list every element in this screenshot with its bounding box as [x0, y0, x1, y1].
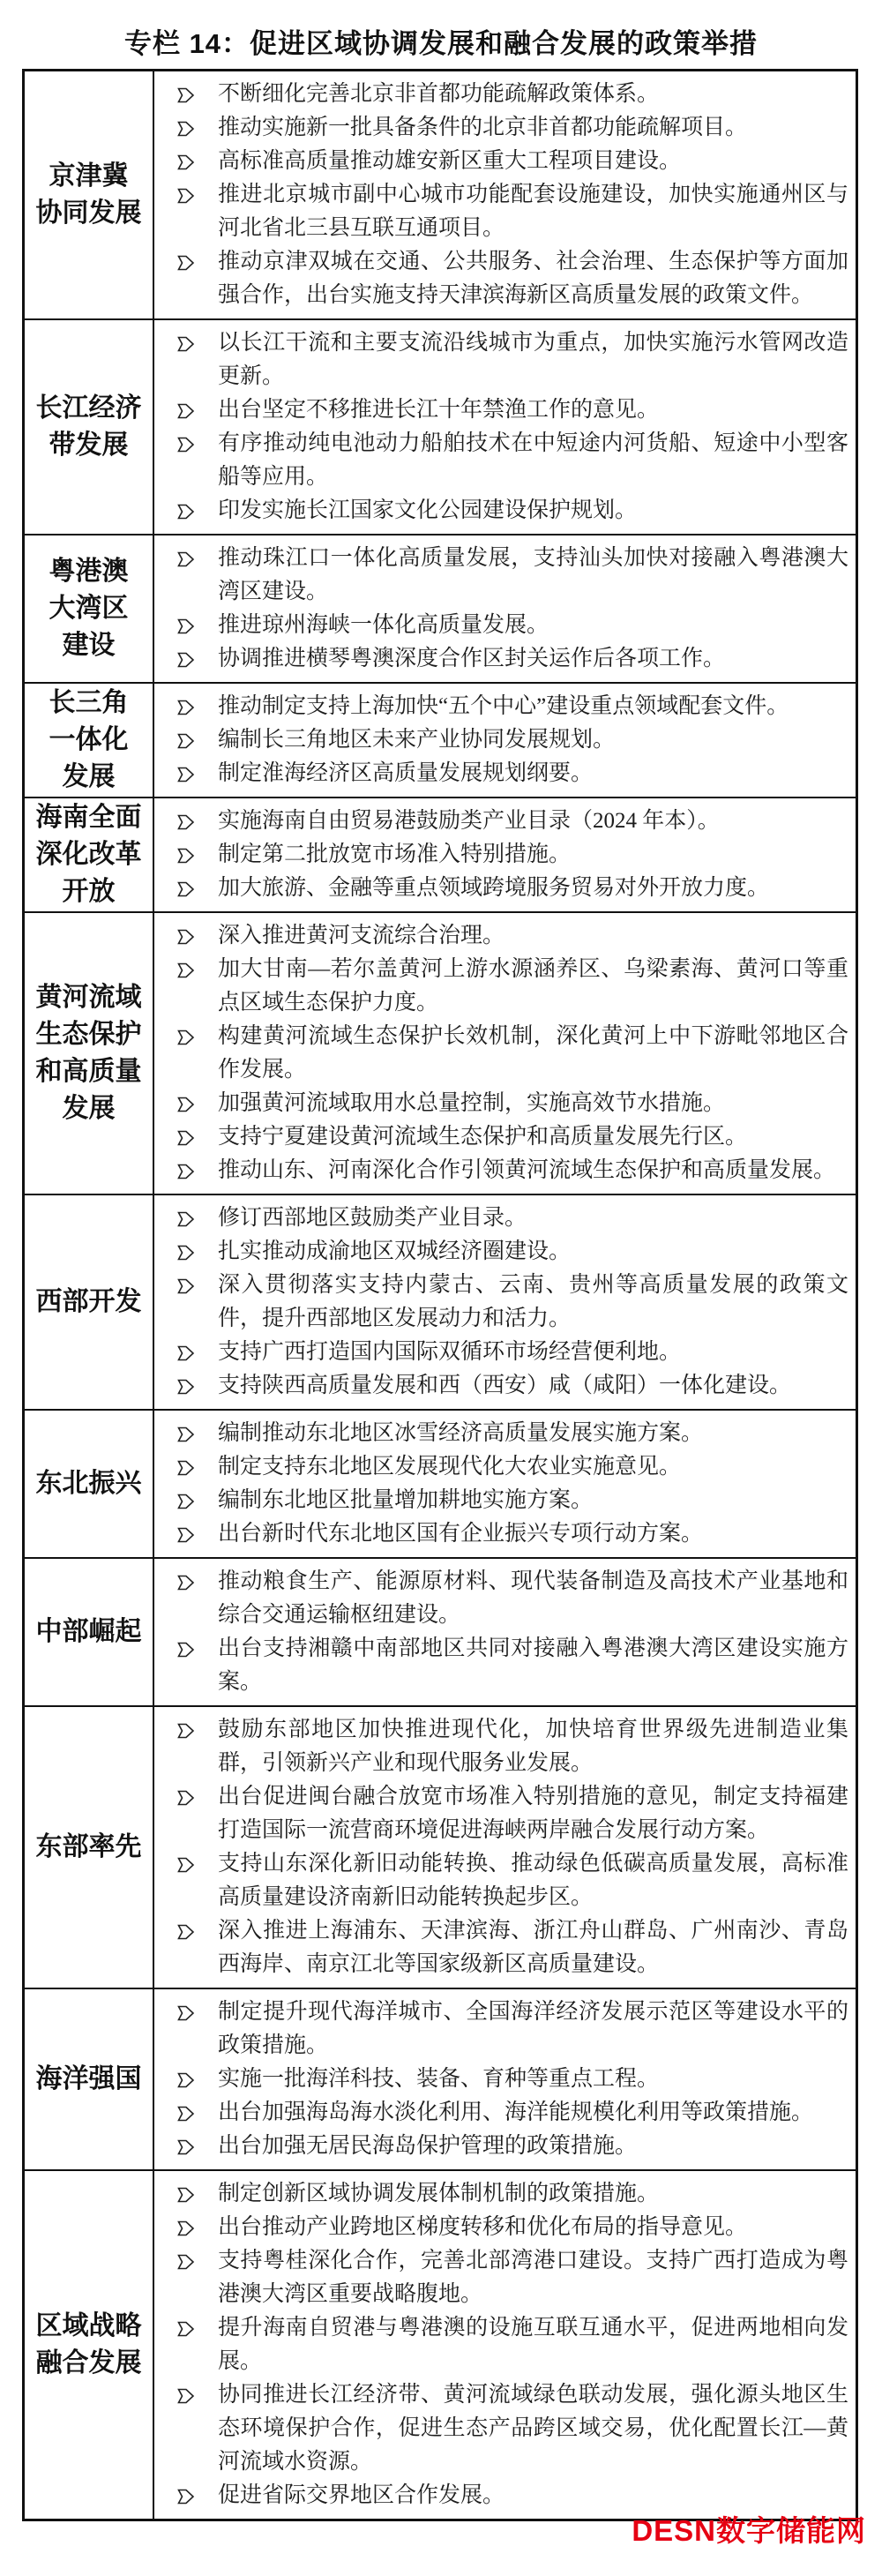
policy-item-text: 制定创新区域协调发展体制机制的政策措施。 [218, 2182, 660, 2205]
white-right-arrow-icon [177, 697, 195, 718]
policy-item-text: 出台坚定不移推进长江十年禁渔工作的意见。 [218, 398, 660, 422]
region-label-line: 和高质量 [35, 1057, 142, 1086]
white-right-arrow-icon [177, 879, 195, 900]
table-row [25, 1409, 856, 1557]
table-row [25, 534, 856, 682]
policy-items-cell [154, 320, 856, 534]
policy-item [154, 2063, 848, 2096]
policy-item-text: 出台促进闽台融合放宽市场准入特别措施的意见，制定支持福建打造国际一流营商环境促进海峡两岸融合发展行动方案。 [218, 1785, 848, 1842]
policy-items-cell [154, 535, 856, 682]
table-row [25, 71, 856, 318]
policy-item [154, 1120, 848, 1154]
page-title: 专栏 14：促进区域协调发展和融合发展的政策举措 [123, 28, 759, 59]
policy-item-text: 推动粮食生产、能源原材料、现代装备制造及高技术产业基地和综合交通运输枢纽建设。 [218, 1569, 848, 1627]
region-label-cell [25, 684, 154, 797]
policy-item [154, 542, 848, 609]
policy-item [154, 1450, 848, 1484]
policy-item [154, 805, 848, 838]
policy-item-text: 扎实推动成渝地区双城经济圈建设。 [218, 1239, 572, 1263]
policy-item [154, 919, 848, 953]
region-label-line: 融合发展 [35, 2348, 142, 2378]
policy-item [154, 609, 848, 642]
policy-items-cell [154, 71, 856, 318]
region-label-line: 建设 [62, 631, 116, 660]
table-row [25, 1557, 856, 1705]
policy-item-text: 印发实施长江国家文化公园建设保护规划。 [218, 498, 638, 522]
policy-item-text: 有序推动纯电池动力船舶技术在中短途内河货船、短途中小型客船等应用。 [218, 431, 848, 489]
white-right-arrow-icon [177, 1242, 195, 1263]
table-row [25, 1988, 856, 2169]
region-label-line: 大湾区 [49, 594, 129, 623]
policy-items-cell [154, 684, 856, 797]
policy-item-text: 推动京津双城在交通、公共服务、社会治理、生态保护等方面加强合作，出台实施支持天津滨海新区高质量发展的政策文件。 [218, 250, 848, 307]
policy-item [154, 1847, 848, 1914]
policy-item [154, 145, 848, 178]
region-label-cell [25, 1411, 154, 1557]
policy-items-cell [154, 1411, 856, 1557]
white-right-arrow-icon [177, 1524, 195, 1546]
policy-item [154, 1484, 848, 1517]
white-right-arrow-icon [177, 401, 195, 422]
region-label-line: 海洋强国 [35, 2064, 142, 2093]
white-right-arrow-icon [177, 1457, 195, 1479]
policy-item [154, 838, 848, 872]
policy-item [154, 642, 848, 676]
table-row [25, 911, 856, 1194]
white-right-arrow-icon [177, 1639, 195, 1660]
policy-item-text: 修订西部地区鼓励类产业目录。 [218, 1206, 527, 1230]
policy-item-text: 制定第二批放宽市场准入特别措施。 [218, 842, 572, 866]
white-right-arrow-icon [177, 118, 195, 139]
white-right-arrow-icon [177, 1376, 195, 1397]
white-right-arrow-icon [177, 926, 195, 947]
policy-item [154, 178, 848, 245]
region-label-cell [25, 71, 154, 318]
white-right-arrow-icon [177, 549, 195, 570]
policy-item-text: 推动珠江口一体化高质量发展，支持汕头加快对接融入粤港澳大湾区建设。 [218, 546, 848, 603]
policy-item-text: 制定提升现代海洋城市、全国海洋经济发展示范区等建设水平的政策措施。 [218, 2000, 848, 2057]
policy-item [154, 872, 848, 905]
policy-item [154, 1517, 848, 1551]
white-right-arrow-icon [177, 812, 195, 833]
policy-item-text: 支持广西打造国内国际双循环市场经营便利地。 [218, 1340, 682, 1364]
region-label-line: 开放 [62, 877, 116, 906]
region-label-line: 海南全面 [35, 803, 142, 832]
region-label-cell [25, 798, 154, 911]
policy-item [154, 1780, 848, 1847]
policy-item [154, 690, 848, 723]
table-row [25, 318, 856, 534]
policy-items-cell [154, 1707, 856, 1988]
policy-item-text: 推动制定支持上海加快“五个中心”建设重点领域配套文件。 [218, 694, 789, 718]
table-row [25, 1705, 856, 1988]
white-right-arrow-icon [177, 1094, 195, 1115]
white-right-arrow-icon [177, 1491, 195, 1512]
table-row [25, 682, 856, 797]
white-right-arrow-icon [177, 2318, 195, 2340]
white-right-arrow-icon [177, 845, 195, 866]
region-label-cell [25, 1707, 154, 1988]
policy-item-text: 出台加强海岛海水淡化利用、海洋能规模化利用等政策措施。 [218, 2100, 814, 2124]
policy-item [154, 1269, 848, 1336]
policy-item [154, 1336, 848, 1369]
white-right-arrow-icon [177, 252, 195, 273]
region-label-line: 京津冀 [49, 161, 129, 191]
policy-item [154, 111, 848, 145]
policy-item-text: 协同推进长江经济带、黄河流域绿色联动发展，强化源头地区生态环境保护合作，促进生态产品跨区域交易，优化配置长江—黄河流域水资源。 [218, 2383, 848, 2474]
region-label-line: 东北振兴 [35, 1469, 142, 1498]
white-right-arrow-icon [177, 1209, 195, 1230]
policy-item-text: 协调推进横琴粤澳深度合作区封关运作后各项工作。 [218, 647, 726, 670]
region-label-cell [25, 320, 154, 534]
policy-item-text: 出台加强无居民海岛保护管理的政策措施。 [218, 2134, 638, 2158]
policy-item-text: 鼓励东部地区加快推进现代化，加快培育世界级先进制造业集群，引领新兴产业和现代服务业发展。 [218, 1718, 848, 1775]
policy-item-text: 推进北京城市副中心城市功能配套设施建设，加快实施通州区与河北省北三县互联互通项目。 [218, 183, 848, 240]
policy-item [154, 1235, 848, 1269]
white-right-arrow-icon [177, 434, 195, 455]
policy-item-text: 支持山东深化新旧动能转换、推动绿色低碳高质量发展，高标准高质量建设济南新旧动能转换起步区。 [218, 1852, 848, 1909]
policy-item [154, 1154, 848, 1187]
policy-item [154, 1417, 848, 1450]
white-right-arrow-icon [177, 2103, 195, 2124]
region-label-cell [25, 1989, 154, 2169]
region-label-line: 西部开发 [35, 1287, 142, 1316]
white-right-arrow-icon [177, 85, 195, 106]
white-right-arrow-icon [177, 501, 195, 522]
policy-item-text: 实施海南自由贸易港鼓励类产业目录（2024 年本）。 [218, 809, 720, 833]
policy-item [154, 2244, 848, 2311]
policy-item [154, 1713, 848, 1780]
white-right-arrow-icon [177, 1161, 195, 1182]
policy-item-text: 促进省际交界地区合作发展。 [218, 2483, 505, 2507]
white-right-arrow-icon [177, 960, 195, 981]
white-right-arrow-icon [177, 1424, 195, 1445]
region-label-line: 长江经济 [35, 393, 142, 423]
region-label-line: 协同发展 [35, 198, 142, 228]
white-right-arrow-icon [177, 649, 195, 670]
policy-item [154, 723, 848, 757]
white-right-arrow-icon [177, 152, 195, 173]
white-right-arrow-icon [177, 2486, 195, 2507]
policy-item-text: 推动山东、河南深化合作引领黄河流域生态保护和高质量发展。 [218, 1158, 836, 1182]
policy-item [154, 2177, 848, 2211]
white-right-arrow-icon [177, 616, 195, 637]
policy-item-text: 加强黄河流域取用水总量控制，实施高效节水措施。 [218, 1091, 726, 1115]
policy-item-text: 支持粤桂深化合作，完善北部湾港口建设。支持广西打造成为粤港澳大湾区重要战略腹地。 [218, 2249, 848, 2306]
policy-item [154, 2311, 848, 2378]
policy-item-text: 加大甘南—若尔盖黄河上游水源涵养区、乌梁素海、黄河口等重点区域生态保护力度。 [218, 957, 848, 1015]
policy-item-text: 推动实施新一批具备条件的北京非首都功能疏解项目。 [218, 116, 748, 139]
policy-items-cell [154, 2171, 856, 2519]
white-right-arrow-icon [177, 2385, 195, 2407]
policy-item [154, 2096, 848, 2130]
policy-item [154, 2130, 848, 2163]
white-right-arrow-icon [177, 2184, 195, 2205]
white-right-arrow-icon [177, 1127, 195, 1149]
region-label-line: 黄河流域 [35, 983, 142, 1012]
policy-item-text: 深入贯彻落实支持内蒙古、云南、贵州等高质量发展的政策文件，提升西部地区发展动力和活力。 [218, 1273, 848, 1330]
policy-item [154, 1087, 848, 1120]
policy-item [154, 326, 848, 393]
region-label-cell [25, 1195, 154, 1409]
policy-item-text: 不断细化完善北京非首都功能疏解政策体系。 [218, 82, 660, 106]
policy-item [154, 393, 848, 427]
white-right-arrow-icon [177, 1921, 195, 1943]
white-right-arrow-icon [177, 2070, 195, 2091]
policy-item [154, 78, 848, 111]
table-row [25, 2169, 856, 2519]
policy-item [154, 494, 848, 528]
white-right-arrow-icon [177, 1276, 195, 1297]
region-label-cell [25, 535, 154, 682]
region-label-line: 东部率先 [35, 1832, 142, 1861]
table-row [25, 1194, 856, 1409]
policy-item-text: 深入推进上海浦东、天津滨海、浙江舟山群岛、广州南沙、青岛西海岸、南京江北等国家级新区高质量建设。 [218, 1919, 848, 1976]
white-right-arrow-icon [177, 2003, 195, 2024]
white-right-arrow-icon [177, 1854, 195, 1876]
region-label-line: 发展 [62, 762, 116, 791]
table-row [25, 797, 856, 911]
region-label-cell [25, 1559, 154, 1705]
region-label-cell [25, 913, 154, 1194]
policy-item-text: 出台推动产业跨地区梯度转移和优化布局的指导意见。 [218, 2215, 748, 2239]
policy-item-text: 支持宁夏建设黄河流域生态保护和高质量发展先行区。 [218, 1125, 748, 1149]
region-label-line: 带发展 [49, 431, 129, 460]
policy-item-text: 支持陕西高质量发展和西（西安）咸（咸阳）一体化建设。 [218, 1374, 792, 1397]
policy-item-text: 深入推进黄河支流综合治理。 [218, 924, 505, 947]
region-label-line: 区域战略 [35, 2311, 142, 2340]
policy-item-text: 制定支持东北地区发展现代化大农业实施意见。 [218, 1455, 682, 1479]
policy-item-text: 提升海南自贸港与粤港澳的设施互联互通水平，促进两地相向发展。 [218, 2316, 848, 2373]
white-right-arrow-icon [177, 2251, 195, 2273]
white-right-arrow-icon [177, 2218, 195, 2239]
white-right-arrow-icon [177, 1720, 195, 1741]
white-right-arrow-icon [177, 764, 195, 785]
watermark-logo: DESN数字储能网 [632, 2514, 866, 2547]
white-right-arrow-icon [177, 1027, 195, 1048]
policy-item [154, 2378, 848, 2479]
region-label-line: 生态保护 [35, 1020, 142, 1049]
white-right-arrow-icon [177, 1572, 195, 1593]
region-label-line: 粤港澳 [49, 557, 129, 586]
policy-item-text: 加大旅游、金融等重点领域跨境服务贸易对外开放力度。 [218, 876, 770, 900]
white-right-arrow-icon [177, 1343, 195, 1364]
policy-item-text: 编制东北地区批量增加耕地实施方案。 [218, 1488, 594, 1512]
policy-item [154, 1020, 848, 1087]
policy-item [154, 1565, 848, 1632]
region-label-line: 一体化 [49, 725, 129, 754]
policy-item [154, 1369, 848, 1403]
region-label-line: 中部崛起 [35, 1617, 142, 1646]
policy-item-text: 出台支持湘赣中南部地区共同对接融入粤港澳大湾区建设实施方案。 [218, 1636, 848, 1694]
policy-item [154, 245, 848, 312]
policy-item [154, 1996, 848, 2063]
policy-item-text: 出台新时代东北地区国有企业振兴专项行动方案。 [218, 1522, 704, 1546]
policy-items-cell [154, 798, 856, 911]
policy-item-text: 以长江干流和主要支流沿线城市为重点，加快实施污水管网改造更新。 [218, 331, 848, 388]
policy-item-text: 编制长三角地区未来产业协同发展规划。 [218, 728, 616, 752]
policy-items-cell [154, 1559, 856, 1705]
policy-item [154, 1914, 848, 1981]
policy-item-text: 构建黄河流域生态保护长效机制，深化黄河上中下游毗邻地区合作发展。 [218, 1024, 848, 1082]
white-right-arrow-icon [177, 730, 195, 752]
white-right-arrow-icon [177, 1787, 195, 1808]
policy-item-text: 制定淮海经济区高质量发展规划纲要。 [218, 761, 594, 785]
white-right-arrow-icon [177, 2137, 195, 2158]
policy-item [154, 1202, 848, 1235]
policy-item [154, 1632, 848, 1699]
white-right-arrow-icon [177, 333, 195, 355]
policy-items-cell [154, 913, 856, 1194]
white-right-arrow-icon [177, 185, 195, 206]
policy-items-cell [154, 1989, 856, 2169]
region-label-cell [25, 2171, 154, 2519]
policy-item-text: 推进琼州海峡一体化高质量发展。 [218, 613, 549, 637]
policy-item [154, 427, 848, 494]
policy-item-text: 编制推动东北地区冰雪经济高质量发展实施方案。 [218, 1421, 704, 1445]
region-label-line: 深化改革 [35, 840, 142, 869]
policy-table [22, 69, 858, 2521]
policy-item-text: 高标准高质量推动雄安新区重大工程项目建设。 [218, 149, 682, 173]
region-label-line: 发展 [62, 1094, 116, 1123]
policy-item [154, 953, 848, 1020]
region-label-line: 长三角 [49, 688, 129, 717]
policy-item [154, 2211, 848, 2244]
policy-item-text: 实施一批海洋科技、装备、育种等重点工程。 [218, 2067, 660, 2091]
policy-item [154, 757, 848, 790]
policy-items-cell [154, 1195, 856, 1409]
